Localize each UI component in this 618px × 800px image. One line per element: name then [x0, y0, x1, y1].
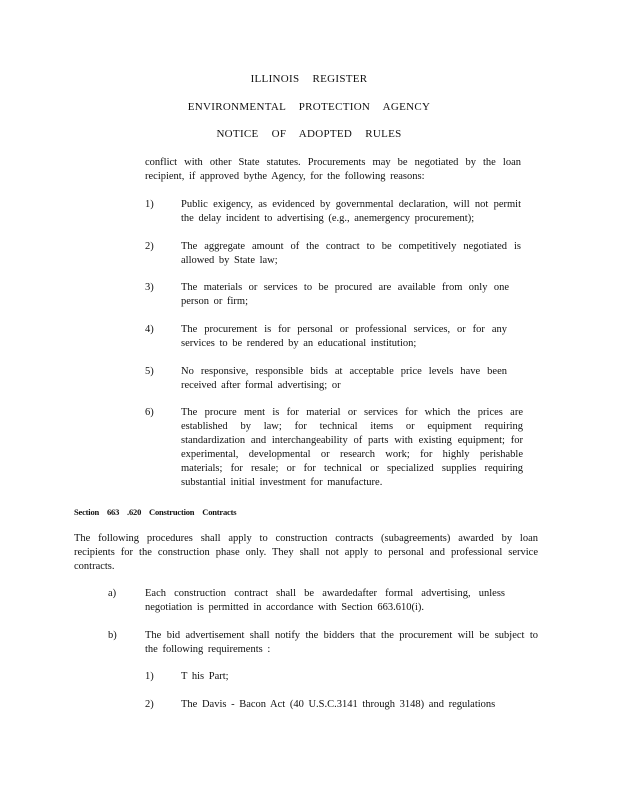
reason-number: 3)	[145, 282, 154, 293]
reason-text: The procure ment is for material or services for which the prices are established by law; for technical items or equipment requiring standardization and interchangeability of parts with existing equipment; for experimental, developmental or research work; for highly perishable materials; for resale; or for technical or specialized supplies requiring substantial initial investment for manufacture.	[181, 407, 523, 488]
header-notice: NOTICE OF ADOPTED RULES	[216, 128, 402, 140]
header-title: ILLINOIS REGISTER	[250, 73, 368, 85]
item-text: Each construction contract shall be awardedafter formal advertising, unless negotiation is permitted in accordance with Section 663.610(i).	[145, 588, 505, 613]
subitem-number: 1)	[145, 671, 154, 682]
reason-text: The materials or services to be procured are available from only one person or firm;	[181, 282, 509, 307]
section-intro-paragraph: The following procedures shall apply to construction contracts (subagreements) awarded by loan recipients for the construction phase only. They shall not apply to personal and professional service contracts.	[74, 533, 538, 572]
reason-text: The procurement is for personal or professional services, or for any services to be rendered by an educational institution;	[181, 324, 507, 349]
reason-number: 1)	[145, 199, 154, 210]
item-text: The bid advertisement shall notify the bidders that the procurement will be subject to the following requirements :	[145, 630, 538, 655]
subitem-number: 2)	[145, 699, 154, 710]
subitem-text: The Davis - Bacon Act (40 U.S.C.3141 through 3148) and regulations	[181, 699, 496, 710]
header-agency: ENVIRONMENTAL PROTECTION AGENCY	[187, 101, 431, 113]
reason-number: 5)	[145, 366, 154, 377]
reason-text: The aggregate amount of the contract to be competitively negotiated is allowed by State law;	[181, 241, 521, 266]
reason-number: 6)	[145, 407, 154, 418]
item-letter: a)	[108, 588, 117, 599]
section-heading: Section 663 .620 Construction Contracts	[74, 507, 237, 517]
reason-text: No responsive, responsible bids at acceptable price levels have been received after formal advertising; or	[181, 366, 507, 391]
reason-number: 4)	[145, 324, 154, 335]
subitem-text: T his Part;	[181, 671, 229, 682]
intro-paragraph: conflict with other State statutes. Procurements may be negotiated by the loan recipient, if approved bythe Agency, for the following reasons:	[145, 157, 521, 182]
item-letter: b)	[108, 630, 117, 641]
reason-text: Public exigency, as evidenced by governmental declaration, will not permit the delay incident to advertising (e.g., anemergency procurement);	[181, 199, 521, 224]
reason-number: 2)	[145, 241, 154, 252]
